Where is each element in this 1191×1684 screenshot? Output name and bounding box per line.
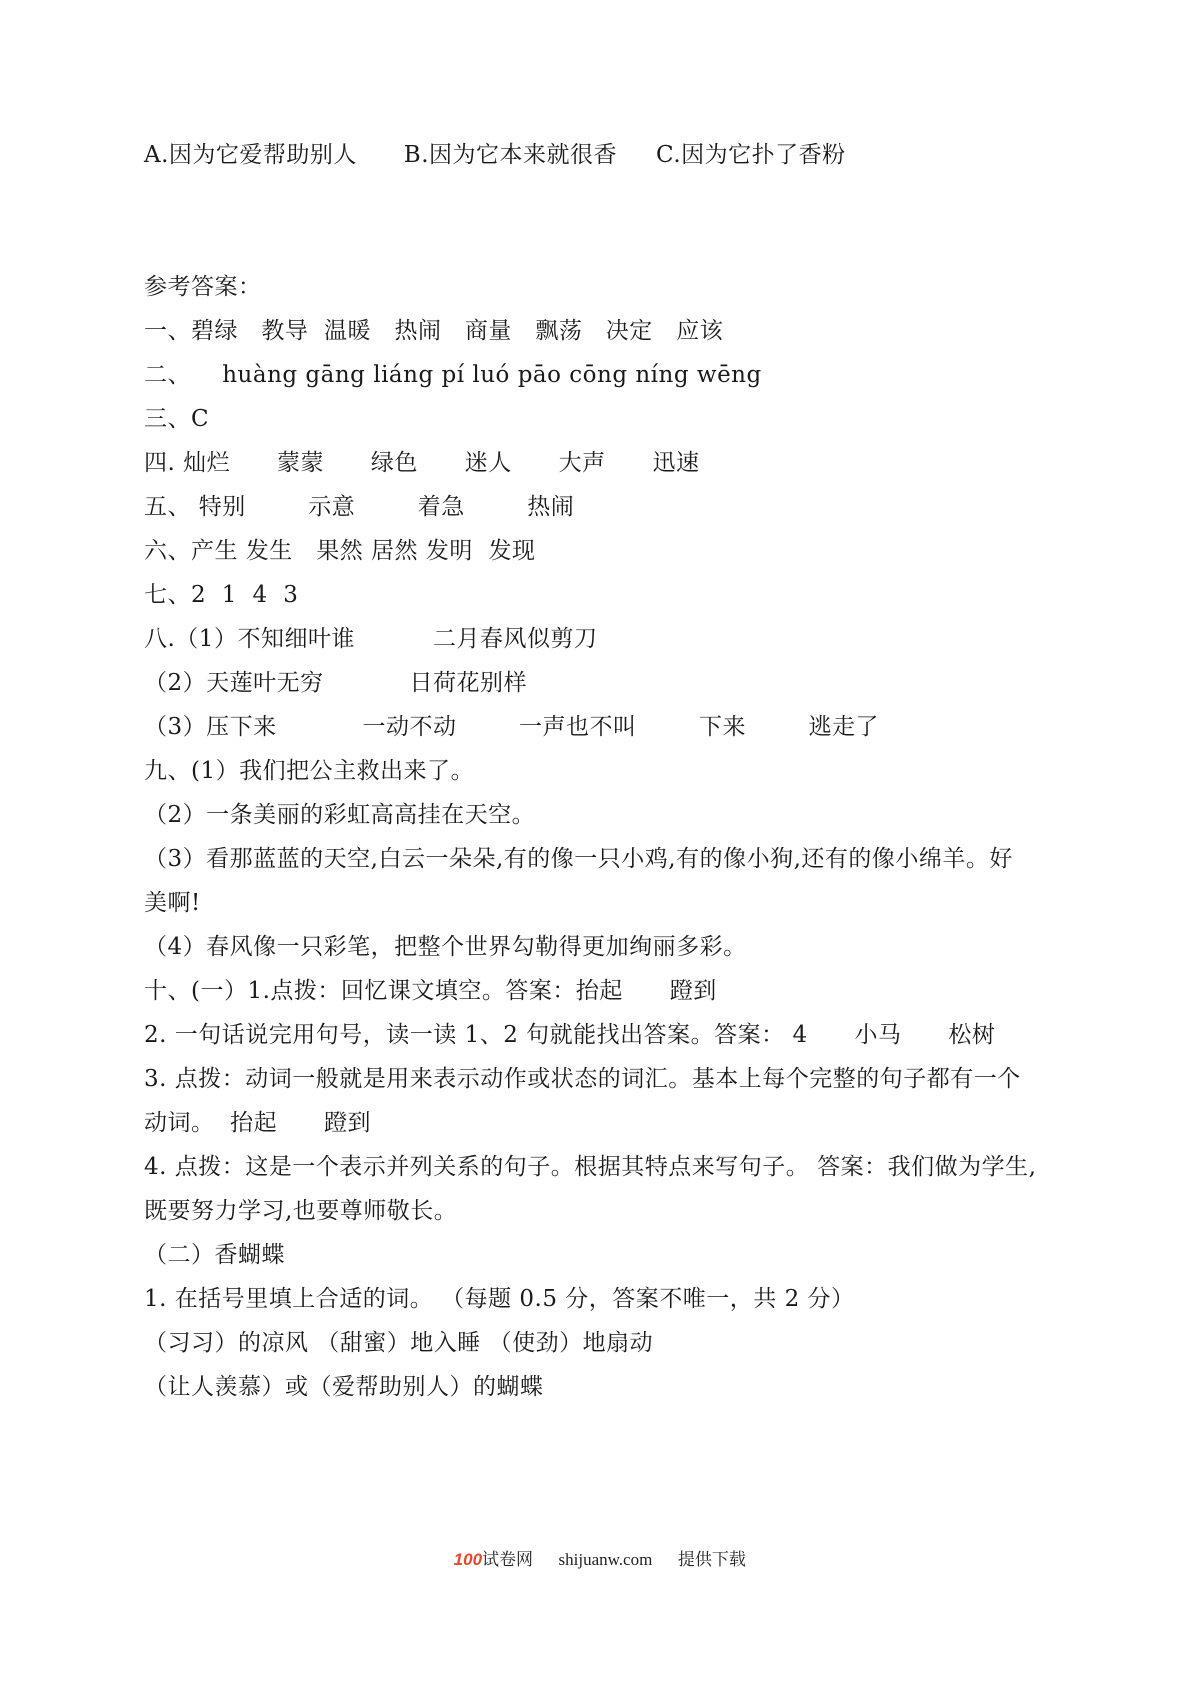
page-footer <box>0 1524 1191 1572</box>
text-line: （习习）的凉风 （甜蜜）地入睡 （使劲）地扇动 <box>144 1330 654 1356</box>
text-line: 五、 特别 示意 着急 热闹 <box>144 494 575 520</box>
text-line: A.因为它爱帮助别人 B.因为它本来就很香 C.因为它扑了香粉 <box>144 142 846 168</box>
text-line: （2）一条美丽的彩虹高高挂在天空。 <box>144 802 536 828</box>
text-line: 3. 点拨：动词一般就是用来表示动作或状态的词汇。基本上每个完整的句子都有一个 <box>144 1066 1021 1092</box>
text-line: （2）天莲叶无穷 日荷花别样 <box>144 670 528 696</box>
text-line: 4. 点拨：这是一个表示并列关系的句子。根据其特点来写句子。 答案：我们做为学生, <box>144 1154 1037 1180</box>
text-line: （让人羡慕）或（爱帮助别人）的蝴蝶 <box>144 1374 544 1400</box>
text-line: 十、(一）1.点拨：回忆课文填空。答案：抬起 蹬到 <box>144 978 717 1004</box>
text-line: 八.（1）不知细叶谁 二月春风似剪刀 <box>144 626 598 652</box>
text-line: 美啊! <box>144 890 201 916</box>
text-line: 九、(1）我们把公主救出来了。 <box>144 758 475 784</box>
text-line: （4）春风像一只彩笔，把整个世界勾勒得更加绚丽多彩。 <box>144 934 747 960</box>
text-line: 三、C <box>144 406 210 432</box>
site-logo: 100 <box>453 1550 483 1569</box>
text-line: 2. 一句话说完用句号，读一读 1、2 句就能找出答案。答案： 4 小马 松树 <box>144 1022 996 1048</box>
text-line: （3）压下来 一动不动 一声也不叫 下来 逃走了 <box>144 714 880 740</box>
text-line: 一、碧绿 教导 温暖 热闹 商量 飘荡 决定 应该 <box>144 318 724 344</box>
text-line: 七、2 1 4 3 <box>144 582 299 608</box>
text-line: 六、产生 发生 果然 居然 发明 发现 <box>144 538 536 564</box>
footer-note: 提供下载 <box>677 1550 746 1569</box>
text-line: 动词。 抬起 蹬到 <box>144 1110 371 1136</box>
text-line: 四. 灿烂 蒙蒙 绿色 迷人 大声 迅速 <box>144 450 700 476</box>
text-line: 1. 在括号里填上合适的词。 （每题 0.5 分，答案不唯一，共 2 分） <box>144 1286 855 1312</box>
answer-heading: 参考答案： <box>144 274 262 300</box>
text-line: （3）看那蓝蓝的天空,白云一朵朵,有的像一只小鸡,有的像小狗,还有的像小绵羊。好 <box>144 846 1013 872</box>
site-name: 试卷网 <box>482 1550 534 1569</box>
site-domain: shijuanw.com <box>558 1550 653 1569</box>
text-line: 二、 huàng gāng liáng pí luó pāo cōng níng wēng <box>144 362 762 388</box>
text-line: 既要努力学习,也要尊师敬长。 <box>144 1198 458 1224</box>
text-line: （二）香蝴蝶 <box>144 1242 285 1268</box>
